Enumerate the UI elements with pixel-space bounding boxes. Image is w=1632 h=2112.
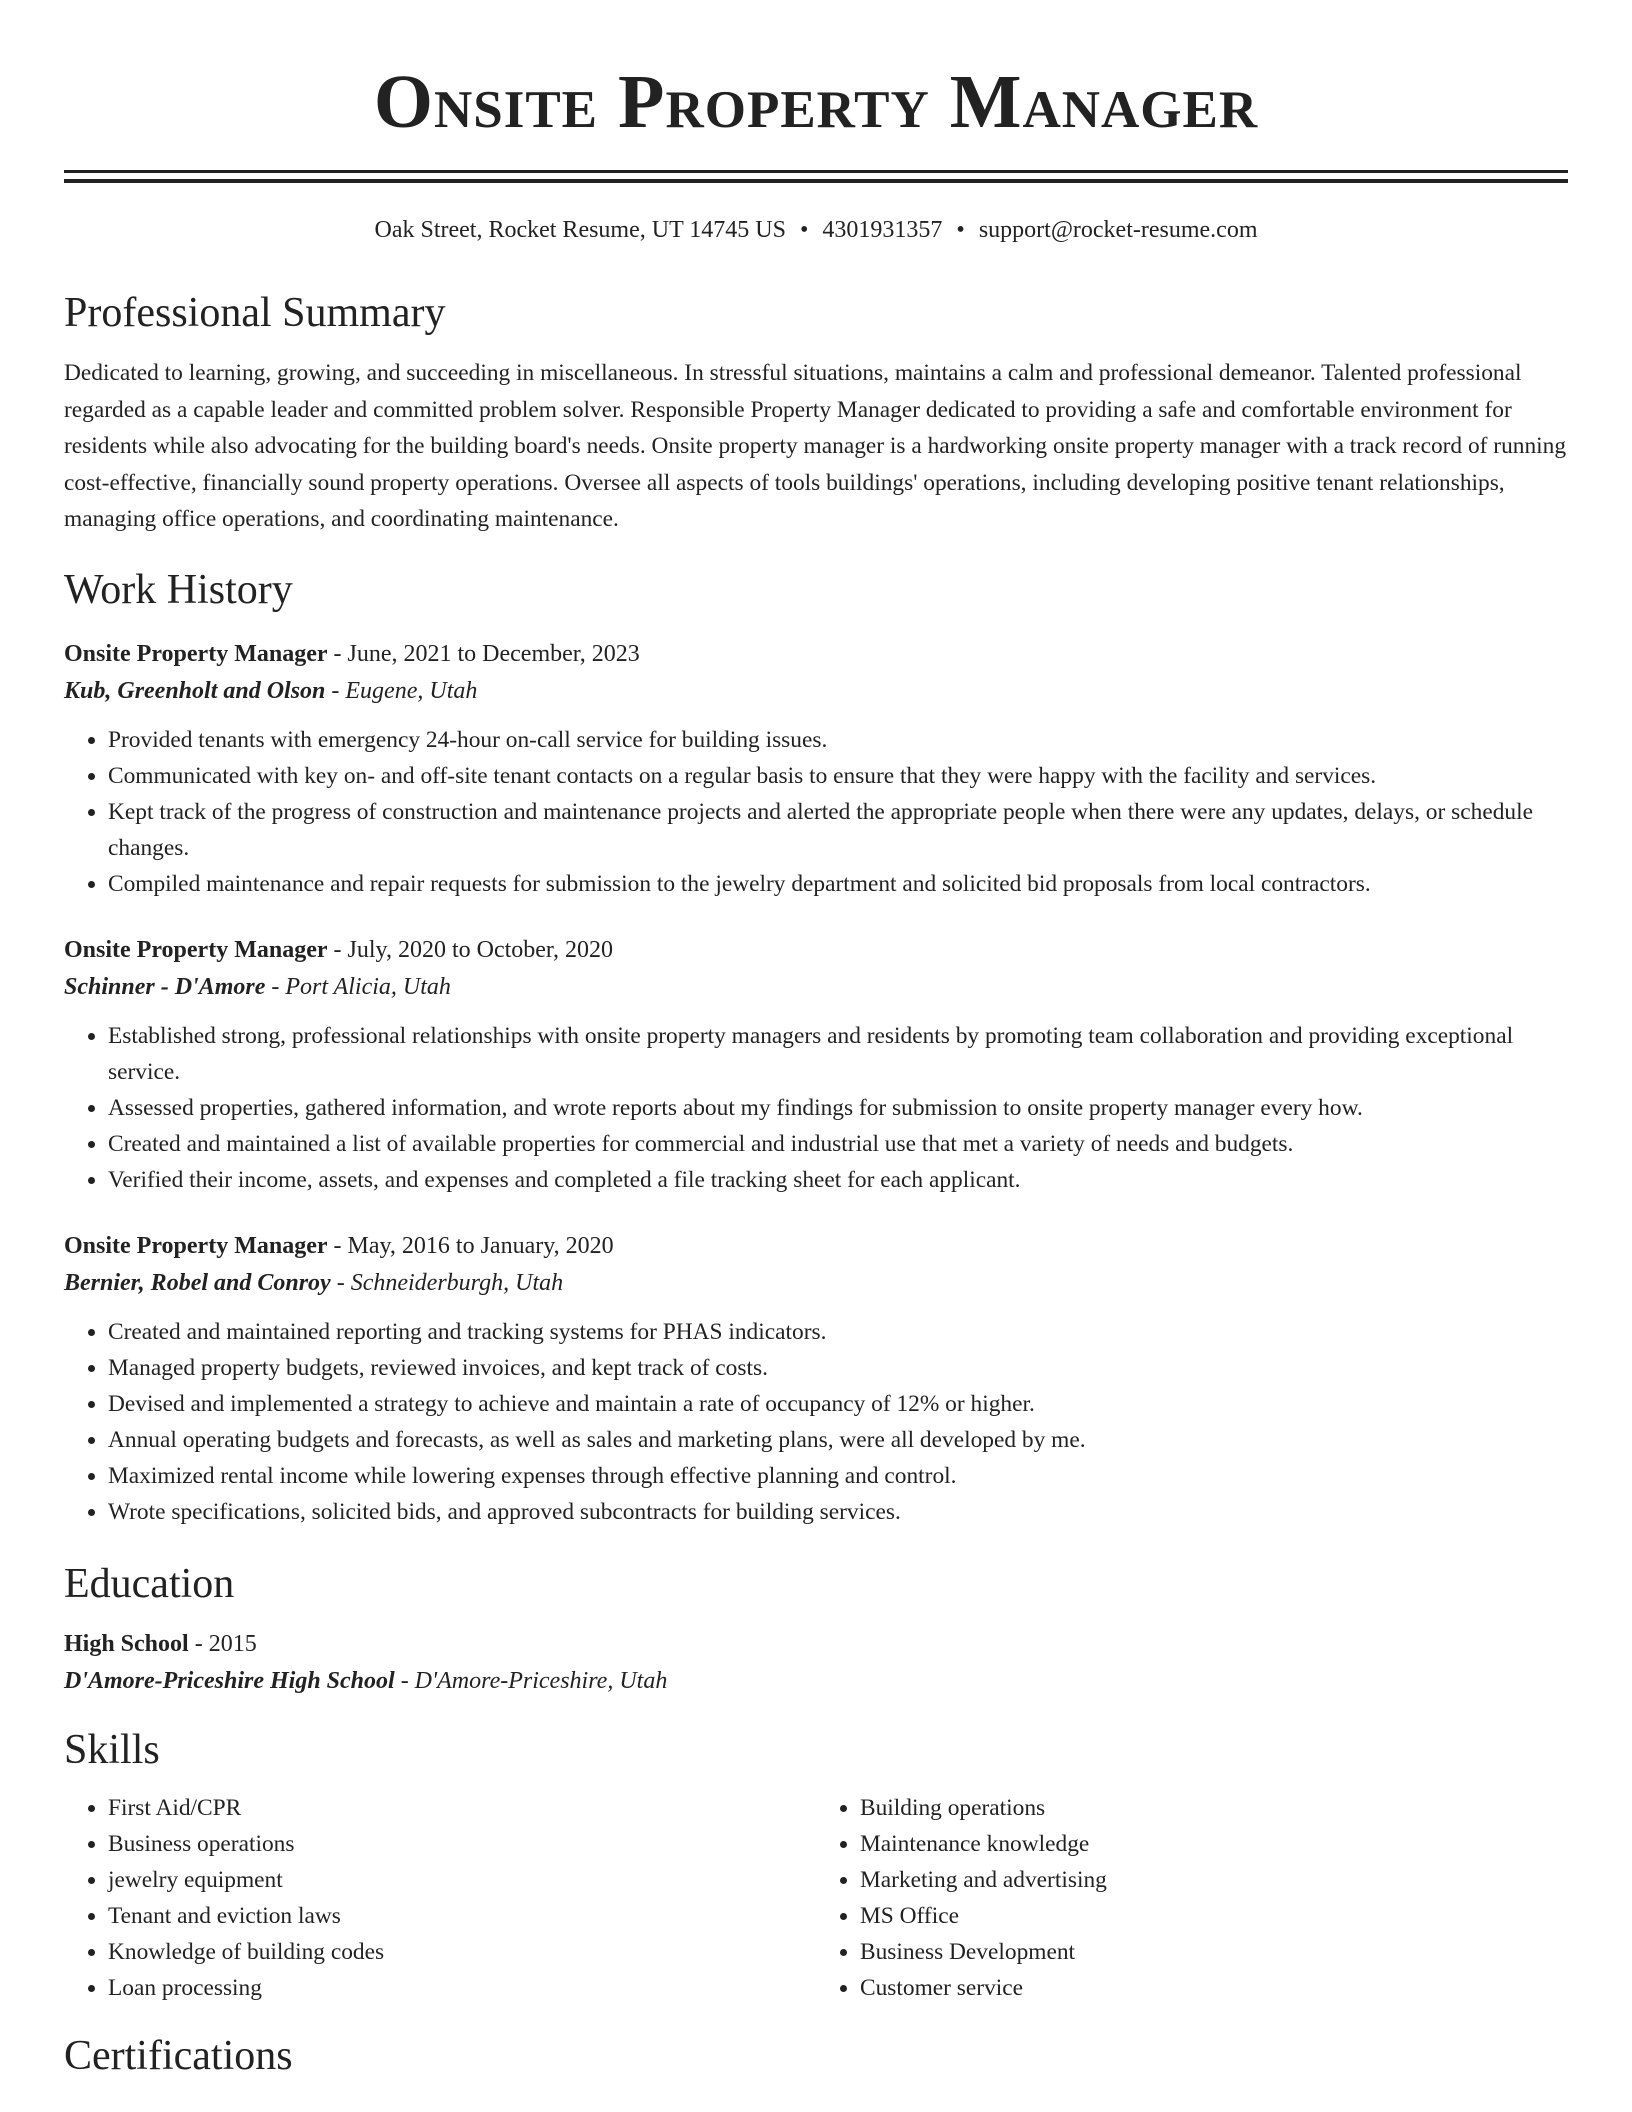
skill-item: • MS Office	[860, 1898, 1568, 1934]
job-location: - Eugene, Utah	[325, 677, 478, 704]
summary-heading: Professional Summary	[64, 290, 446, 336]
job-dates: - May, 2016 to January, 2020	[327, 1232, 614, 1259]
education-school-line	[64, 1662, 1568, 1700]
job-bullet: • Managed property budgets, reviewed invoices, and kept track of costs.	[108, 1350, 1568, 1386]
job-bullets	[64, 1018, 1568, 1198]
job-dates: - July, 2020 to October, 2020	[327, 936, 613, 963]
contact-line	[64, 213, 1568, 247]
skills-grid	[64, 1790, 1568, 2006]
job-bullet: • Compiled maintenance and repair requests for submission to the jewelry department and solicited bid proposals from local contractors.	[108, 866, 1568, 902]
skill-item: • First Aid/CPR	[108, 1790, 816, 1826]
skills-column-right	[816, 1790, 1568, 2006]
job-title-line	[64, 932, 1568, 968]
contact-phone: 4301931357	[822, 217, 943, 243]
job-bullet: • Communicated with key on- and off-site tenant contacts on a regular basis to ensure that they were happy with the facility and services.	[108, 758, 1568, 794]
job-bullet: • Created and maintained a list of available properties for commercial and industrial use that met a variety of needs and budgets.	[108, 1126, 1568, 1162]
job-bullet: • Created and maintained reporting and tracking systems for PHAS indicators.	[108, 1314, 1568, 1350]
job-location: - Port Alicia, Utah	[265, 973, 451, 1000]
job-company: Kub, Greenholt and Olson	[64, 677, 326, 704]
skill-item: • Business Development	[860, 1934, 1568, 1970]
job-company-line	[64, 672, 1568, 710]
job-bullet: • Kept track of the progress of construction and maintenance projects and alerted the appropriate people when there were any updates, delays, or schedule changes.	[108, 794, 1568, 866]
job-entry	[64, 636, 1568, 902]
job-company-line	[64, 968, 1568, 1006]
education-degree: High School	[64, 1630, 189, 1657]
skill-item: • Maintenance knowledge	[860, 1826, 1568, 1862]
skill-item: • Knowledge of building codes	[108, 1934, 816, 1970]
contact-email: support@rocket-resume.com	[978, 217, 1258, 243]
header-divider-top	[64, 170, 1568, 173]
job-entry	[64, 1228, 1568, 1530]
job-bullet: • Provided tenants with emergency 24-hour on-call service for building issues.	[108, 722, 1568, 758]
job-bullet: • Established strong, professional relationships with onsite property managers and residents by promoting team collaboration and providing exceptional service.	[108, 1018, 1568, 1090]
job-company: Schinner - D'Amore	[64, 973, 266, 1000]
job-entry	[64, 932, 1568, 1198]
contact-separator: •	[956, 217, 965, 243]
job-bullet: • Wrote specifications, solicited bids, and approved subcontracts for building services.	[108, 1494, 1568, 1530]
job-bullet: • Annual operating budgets and forecasts, as well as sales and marketing plans, were all developed by me.	[108, 1422, 1568, 1458]
job-role: Onsite Property Manager	[64, 1232, 328, 1259]
job-location: - Schneiderburgh, Utah	[330, 1269, 564, 1296]
skill-item: • jewelry equipment	[108, 1862, 816, 1898]
skill-item: • Tenant and eviction laws	[108, 1898, 816, 1934]
skill-item: • Loan processing	[108, 1970, 816, 2006]
skill-item: • Building operations	[860, 1790, 1568, 1826]
job-bullets	[64, 722, 1568, 902]
education-entry	[64, 1626, 1568, 1700]
job-bullet: • Assessed properties, gathered information, and wrote reports about my findings for submission to onsite property manager every how.	[108, 1090, 1568, 1126]
education-location: - D'Amore-Priceshire, Utah	[394, 1667, 668, 1694]
contact-address: Oak Street, Rocket Resume, UT 14745 US	[374, 217, 786, 243]
job-dates: - June, 2021 to December, 2023	[327, 640, 640, 667]
education-year: - 2015	[188, 1630, 257, 1657]
job-title-line	[64, 1228, 1568, 1264]
summary-text: Dedicated to learning, growing, and succeeding in miscellaneous. In stressful situations, maintains a calm and professional demeanor. Talented professional regarded as a capable leader and committed problem solver. Responsible Property Manager dedicated to providing a safe and comfortable environment for residents while also advocating for the building board's needs. Onsite property manager is a hardworking onsite property manager with a track record of running cost-effective, financially sound property operations. Oversee all aspects of tools buildings' operations, including developing positive tenant relationships, managing office operations, and coordinating maintenance.	[64, 360, 1567, 532]
skill-item: • Marketing and advertising	[860, 1862, 1568, 1898]
education-heading: Education	[64, 1560, 235, 1607]
job-bullet: • Maximized rental income while lowering expenses through effective planning and control.	[108, 1458, 1568, 1494]
job-bullet: • Devised and implemented a strategy to achieve and maintain a rate of occupancy of 12% or higher.	[108, 1386, 1568, 1422]
skill-item: • Customer service	[860, 1970, 1568, 2006]
job-role: Onsite Property Manager	[64, 640, 328, 667]
resume-name: Onsite Property Manager	[373, 60, 1259, 144]
skills-column-left	[64, 1790, 816, 2006]
work-history-heading: Work History	[64, 566, 293, 613]
job-bullets	[64, 1314, 1568, 1530]
skill-item: • Business operations	[108, 1826, 816, 1862]
job-role: Onsite Property Manager	[64, 936, 328, 963]
job-bullet: • Verified their income, assets, and expenses and completed a file tracking sheet for each applicant.	[108, 1162, 1568, 1198]
job-title-line	[64, 636, 1568, 672]
skills-heading: Skills	[64, 1726, 160, 1773]
job-company: Bernier, Robel and Conroy	[64, 1269, 331, 1296]
header-divider-bottom	[64, 179, 1568, 183]
education-school: D'Amore-Priceshire High School	[64, 1667, 395, 1694]
contact-separator: •	[800, 217, 809, 243]
education-degree-line	[64, 1626, 1568, 1662]
job-company-line	[64, 1264, 1568, 1302]
certifications-heading: Certifications	[64, 2032, 293, 2079]
